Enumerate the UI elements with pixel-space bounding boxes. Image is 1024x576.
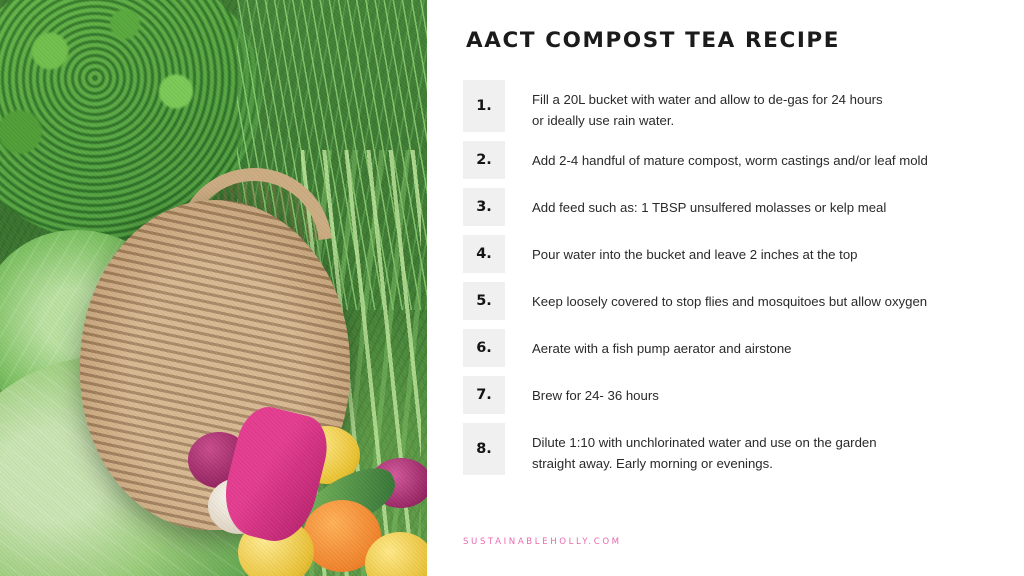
step-text-line: Keep loosely covered to stop flies and mosquitoes but allow oxygen: [532, 293, 928, 309]
step-text-line: Brew for 24- 36 hours: [532, 387, 659, 403]
recipe-step: [463, 282, 1014, 320]
page-title: AACT COMPOST TEA RECIPE: [466, 28, 841, 53]
basket-of-garden-vegetables-photo: [0, 0, 427, 576]
step-text-line: Add 2-4 handful of mature compost, worm castings and/or leaf mold: [532, 152, 928, 168]
recipe-content: [427, 0, 1024, 576]
brand-watermark[interactable]: SUSTAINABLEHOLLY.COM: [463, 537, 622, 547]
step-text: [505, 188, 886, 218]
step-text: [505, 282, 927, 312]
step-number: 7.: [463, 376, 505, 414]
step-text-line: straight away. Early morning or evenings.: [532, 456, 773, 472]
recipe-step: [463, 235, 1014, 273]
recipe-steps-list: [463, 80, 1014, 484]
step-text-line: or ideally use rain water.: [532, 113, 675, 129]
step-text-line: Pour water into the bucket and leave 2 inches at the top: [532, 246, 858, 262]
photo-grain-overlay: [0, 0, 427, 576]
step-text-line: Fill a 20L bucket with water and allow to de-gas for 24 hours: [532, 92, 883, 107]
step-text: [505, 141, 928, 171]
step-number: 8.: [463, 423, 505, 475]
step-number: 4.: [463, 235, 505, 273]
recipe-step: [463, 80, 1014, 132]
step-text: [505, 80, 883, 132]
recipe-step: [463, 423, 1014, 475]
recipe-step: [463, 188, 1014, 226]
step-text-line: Dilute 1:10 with unchlorinated water and use on the garden: [532, 434, 877, 450]
step-text: [505, 329, 792, 359]
step-text-line: Add feed such as: 1 TBSP unsulfered molasses or kelp meal: [532, 199, 887, 215]
step-number: 2.: [463, 141, 505, 179]
step-text: [505, 376, 659, 406]
recipe-step: [463, 141, 1014, 179]
recipe-step: [463, 376, 1014, 414]
recipe-step: [463, 329, 1014, 367]
step-number: 6.: [463, 329, 505, 367]
step-number: 3.: [463, 188, 505, 226]
step-text: [505, 423, 877, 475]
step-text-line: Aerate with a fish pump aerator and airstone: [532, 340, 792, 356]
step-number: 1.: [463, 80, 505, 132]
step-text: [505, 235, 858, 265]
step-number: 5.: [463, 282, 505, 320]
